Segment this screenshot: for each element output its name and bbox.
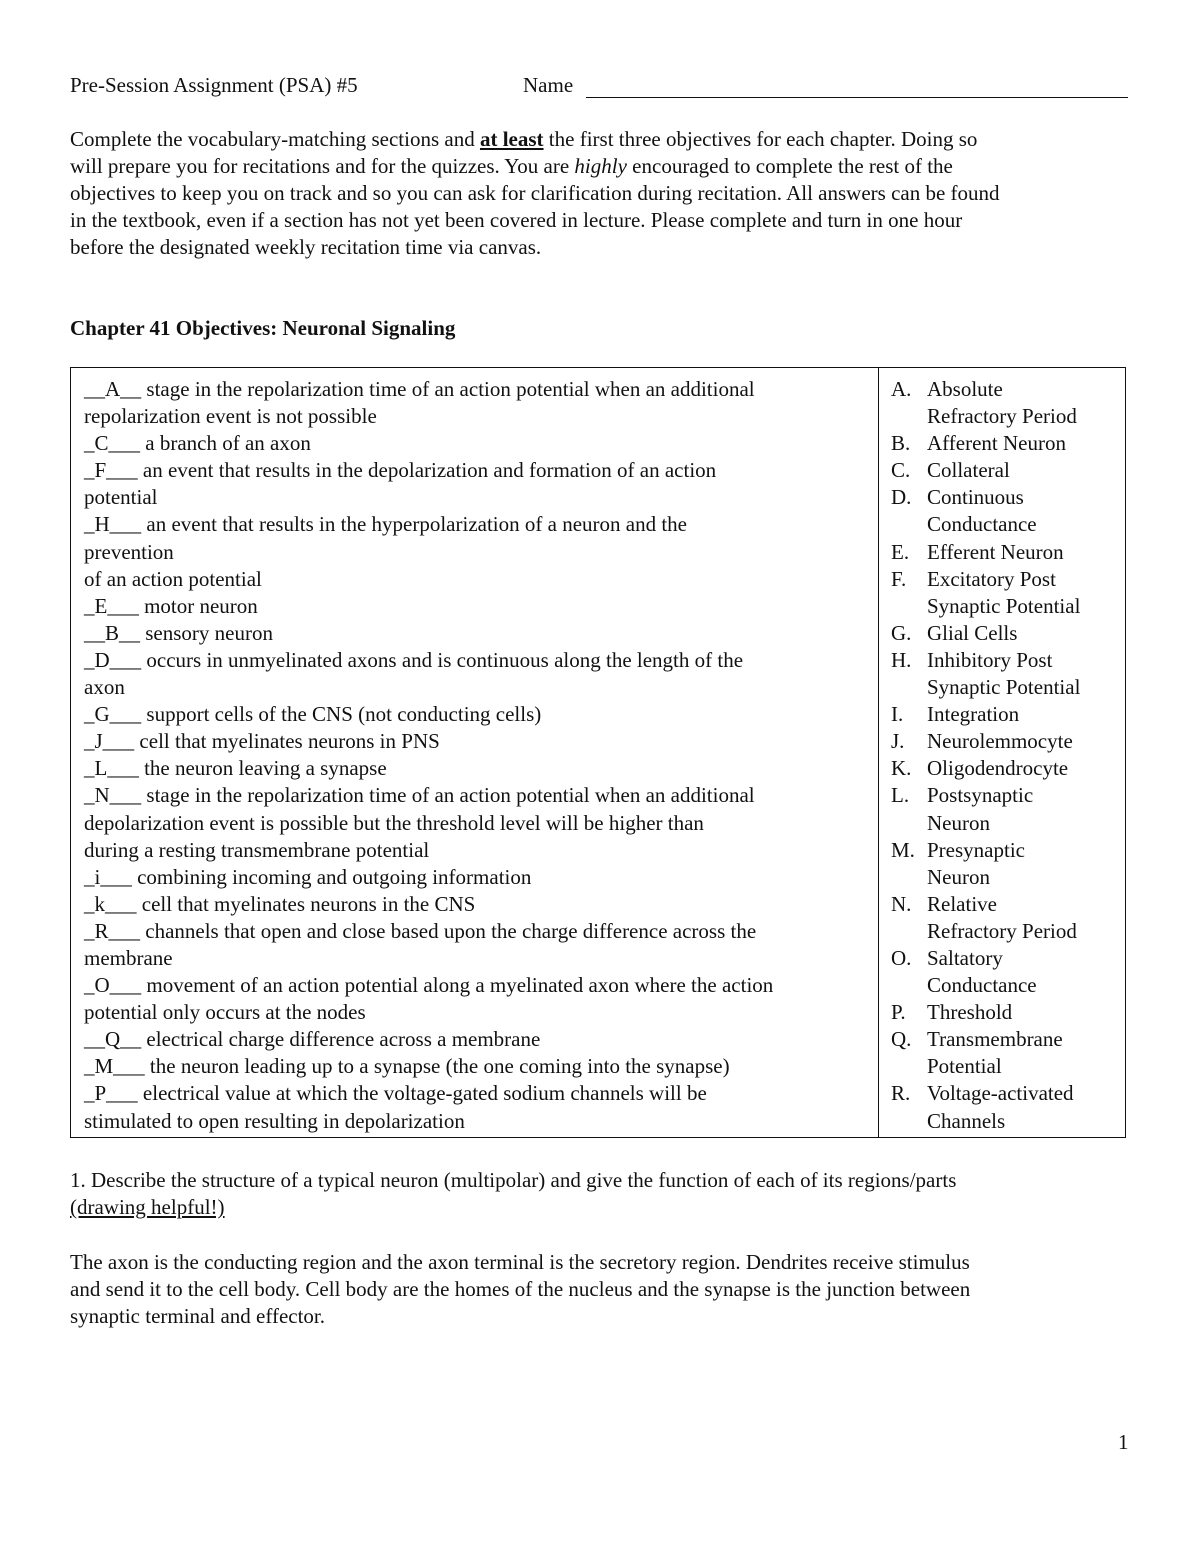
term-item <box>891 430 1080 457</box>
term-item <box>891 620 1080 647</box>
definition-line: _M___ the neuron leading up to a synapse (the one coming into the synapse) <box>84 1054 730 1079</box>
definition-line: membrane <box>84 945 173 970</box>
terms-column <box>891 376 1080 1135</box>
term-label: Presynaptic <box>927 837 1025 862</box>
term-label: Synaptic Potential <box>927 593 1081 618</box>
term-item <box>891 945 1080 999</box>
term-label: Neurolemmocyte <box>927 729 1073 754</box>
question-text: 1. Describe the structure of a typical neuron (multipolar) and give the function of each of its regions/parts <box>70 1168 957 1192</box>
assignment-title: Pre-Session Assignment (PSA) #5 <box>70 73 358 97</box>
intro-emphasis: highly <box>574 154 627 178</box>
definition-line: __Q__ electrical charge difference across a membrane <box>84 1027 541 1052</box>
definition-line: _E___ motor neuron <box>84 593 258 618</box>
term-item <box>891 755 1080 782</box>
definition-line: potential <box>84 485 158 510</box>
definition-line: _i___ combining incoming and outgoing information <box>84 864 532 889</box>
term-label: Channels <box>927 1108 1006 1133</box>
definition-line: _L___ the neuron leaving a synapse <box>84 756 387 781</box>
definition-line: depolarization event is possible but the threshold level will be higher than <box>84 810 704 835</box>
term-item <box>891 837 1080 891</box>
term-label: Postsynaptic <box>927 783 1034 808</box>
term-item <box>891 999 1080 1026</box>
term-label: Conductance <box>927 973 1037 998</box>
term-label: Continuous <box>927 485 1024 510</box>
answer-line: synaptic terminal and effector. <box>70 1304 326 1328</box>
definition-line: __A__ stage in the repolarization time of an action potential when an additional <box>84 377 755 401</box>
term-label: Threshold <box>927 1000 1013 1025</box>
term-letter: O. <box>891 945 912 970</box>
term-letter: L. <box>891 783 910 808</box>
term-letter: F. <box>891 566 907 591</box>
question-hint: (drawing helpful!) <box>70 1195 225 1219</box>
term-item <box>891 484 1080 538</box>
page-number: 1 <box>1118 1430 1129 1454</box>
chapter-heading: Chapter 41 Objectives: Neuronal Signaling <box>70 316 456 340</box>
definition-line: _P___ electrical value at which the voltage-gated sodium channels will be <box>84 1081 707 1106</box>
definition-line: _G___ support cells of the CNS (not conducting cells) <box>84 702 542 727</box>
term-item <box>891 701 1080 728</box>
term-label: Relative <box>927 891 997 916</box>
definition-line: _F___ an event that results in the depolarization and formation of an action <box>84 458 717 483</box>
term-letter: Q. <box>891 1027 912 1052</box>
definition-line: axon <box>84 675 125 700</box>
term-label: Inhibitory Post <box>927 647 1053 672</box>
definition-line: __B__ sensory neuron <box>84 620 273 645</box>
definition-line: during a resting transmembrane potential <box>84 837 430 862</box>
intro-text: in the textbook, even if a section has not yet been covered in lecture. Please complete and turn in one hour <box>70 208 963 232</box>
term-label: Glial Cells <box>927 620 1018 645</box>
intro-text: Complete the vocabulary-matching sections and <box>70 127 480 151</box>
term-label: Excitatory Post <box>927 566 1056 591</box>
term-label: Transmembrane <box>927 1027 1063 1052</box>
term-letter: A. <box>891 377 912 401</box>
definition-line: _N___ stage in the repolarization time of an action potential when an additional <box>84 783 755 808</box>
term-letter: D. <box>891 485 912 510</box>
definition-line: _k___ cell that myelinates neurons in the CNS <box>84 891 476 916</box>
term-label: Neuron <box>927 810 990 835</box>
intro-text: will prepare you for recitations and for the quizzes. You are <box>70 154 575 178</box>
term-item <box>891 728 1080 755</box>
definition-line: repolarization event is not possible <box>84 404 377 429</box>
term-item <box>891 647 1080 701</box>
definition-line: _C___ a branch of an axon <box>84 431 311 456</box>
intro-text: before the designated weekly recitation time via canvas. <box>70 235 542 259</box>
definition-line: potential only occurs at the nodes <box>84 1000 366 1025</box>
term-label: Neuron <box>927 864 990 889</box>
term-label: Efferent Neuron <box>927 539 1064 564</box>
definition-line: _H___ an event that results in the hyperpolarization of a neuron and the <box>84 512 687 537</box>
term-letter: E. <box>891 539 910 564</box>
term-item <box>891 782 1080 836</box>
term-item <box>891 1026 1080 1080</box>
term-letter: J. <box>891 729 905 754</box>
definition-line: _R___ channels that open and close based upon the charge difference across the <box>84 918 757 943</box>
definition-line: prevention <box>84 539 174 564</box>
intro-text: the first three objectives for each chapter. Doing so <box>543 127 978 151</box>
name-label: Name <box>523 73 574 97</box>
term-label: Oligodendrocyte <box>927 756 1069 781</box>
term-label: Afferent Neuron <box>927 431 1066 456</box>
definition-line: stimulated to open resulting in depolarization <box>84 1108 465 1133</box>
term-letter: G. <box>891 620 912 645</box>
term-item <box>891 891 1080 945</box>
term-label: Refractory Period <box>927 918 1077 943</box>
intro-emphasis: at least <box>479 127 544 151</box>
column-divider <box>878 368 879 1137</box>
term-item <box>891 1080 1080 1134</box>
term-label: Synaptic Potential <box>927 675 1081 700</box>
term-label: Absolute <box>927 377 1003 401</box>
term-letter: P. <box>891 1000 906 1025</box>
term-item <box>891 376 1080 430</box>
term-label: Voltage-activated <box>927 1081 1074 1106</box>
name-blank-line[interactable] <box>586 97 1128 98</box>
term-label: Collateral <box>927 458 1010 483</box>
term-label: Conductance <box>927 512 1037 537</box>
question-1 <box>70 1167 956 1221</box>
intro-text: encouraged to complete the rest of the <box>626 154 953 178</box>
term-item <box>891 566 1080 620</box>
term-label: Saltatory <box>927 945 1003 970</box>
term-letter: R. <box>891 1081 911 1106</box>
term-letter: H. <box>891 647 912 672</box>
intro-text: objectives to keep you on track and so you can ask for clarification during recitation. All answers can be found <box>70 181 1000 205</box>
answer-line: The axon is the conducting region and the axon terminal is the secretory region. Dendrites receive stimulus <box>70 1250 970 1274</box>
term-item <box>891 457 1080 484</box>
term-letter: B. <box>891 431 911 456</box>
definition-line: _J___ cell that myelinates neurons in PNS <box>84 729 440 754</box>
term-letter: K. <box>891 756 912 781</box>
definition-line: _O___ movement of an action potential along a myelinated axon where the action <box>84 973 774 998</box>
answer-line: and send it to the cell body. Cell body are the homes of the nucleus and the synapse is the junction between <box>70 1277 971 1301</box>
term-letter: C. <box>891 458 911 483</box>
term-label: Potential <box>927 1054 1002 1079</box>
term-label: Refractory Period <box>927 404 1077 429</box>
instructions <box>70 126 1130 261</box>
term-item <box>891 539 1080 566</box>
answer-1 <box>70 1249 970 1330</box>
term-letter: I. <box>891 702 904 727</box>
definitions-column <box>84 376 773 1135</box>
term-letter: N. <box>891 891 912 916</box>
term-letter: M. <box>891 837 915 862</box>
term-label: Integration <box>927 702 1020 727</box>
definition-line: of an action potential <box>84 566 262 591</box>
definition-line: _D___ occurs in unmyelinated axons and is continuous along the length of the <box>84 647 744 672</box>
matching-table <box>70 367 1126 1138</box>
